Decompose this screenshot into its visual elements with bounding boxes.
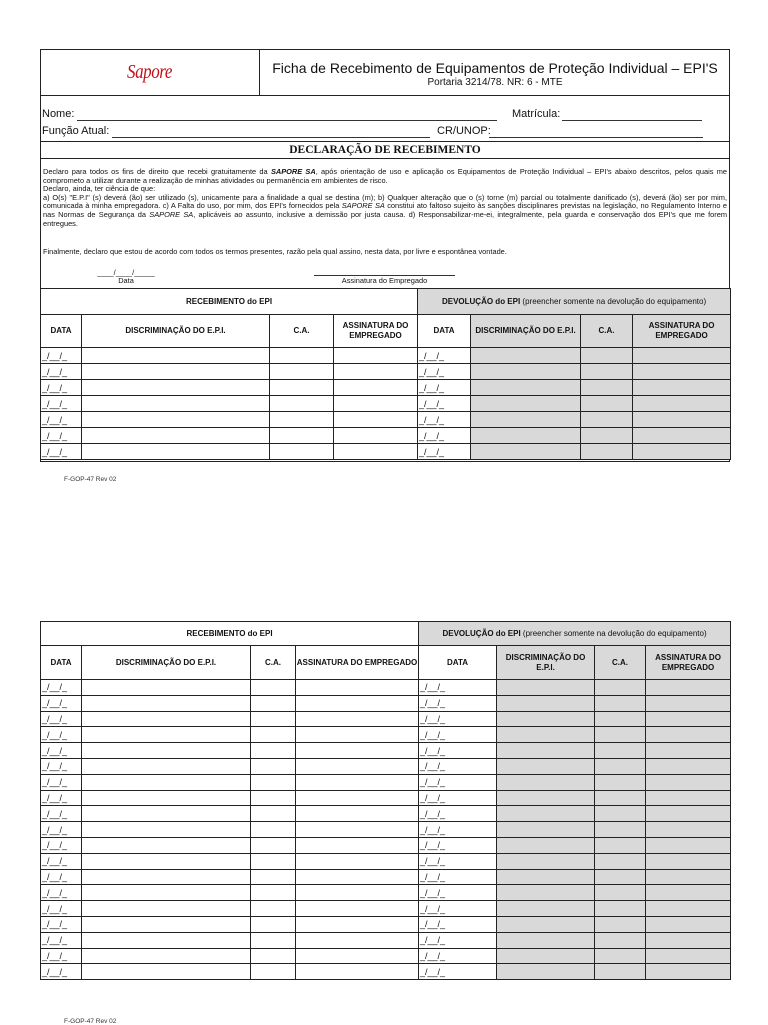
row-date-cell[interactable]: _/__/_ xyxy=(41,790,82,806)
table-row xyxy=(41,901,731,917)
row-ca-cell[interactable] xyxy=(251,758,296,774)
table-row xyxy=(41,853,731,869)
col-dev-data: DATA xyxy=(418,315,471,348)
row-dev-ca-cell[interactable] xyxy=(581,412,633,428)
row-dev-discriminacao-cell[interactable] xyxy=(471,428,581,444)
row-discriminacao-cell[interactable] xyxy=(82,680,251,696)
decl-p3-company2: SAPORE SA xyxy=(149,209,194,219)
table-row xyxy=(41,948,731,964)
decl-p3-b: constitui ato faltoso sujeito às sanções disciplinares previstas na legislação, no Regulamento Interno e nas Normas de Segurança da xyxy=(43,201,727,219)
row-dev-date-cell[interactable]: _/__/_ xyxy=(419,822,497,838)
row-date-cell[interactable]: _/__/_ xyxy=(41,948,82,964)
row-ca-cell[interactable] xyxy=(251,790,296,806)
row-assinatura-cell[interactable] xyxy=(296,869,419,885)
row-discriminacao-cell[interactable] xyxy=(82,711,251,727)
col-ca: C.A. xyxy=(270,315,334,348)
row-dev-ca-cell[interactable] xyxy=(581,396,633,412)
row-date-cell[interactable]: _/__/_ xyxy=(41,837,82,853)
row-dev-discriminacao-cell[interactable] xyxy=(471,348,581,364)
footer-code-1: F-GOP-47 Rev 02 xyxy=(64,476,117,483)
row-dev-date-cell[interactable]: _/__/_ xyxy=(418,428,471,444)
row-date-cell[interactable]: _/__/_ xyxy=(41,932,82,948)
col-dev-assinatura: ASSINATURA DO EMPREGADO xyxy=(646,646,731,680)
row-ca-cell[interactable] xyxy=(251,964,296,980)
row-discriminacao-cell[interactable] xyxy=(82,380,270,396)
col-dev-data: DATA xyxy=(419,646,497,680)
row-dev-date-cell[interactable]: _/__/_ xyxy=(419,790,497,806)
row-dev-assinatura-cell[interactable] xyxy=(633,428,731,444)
table-row xyxy=(41,727,731,743)
row-dev-assinatura-cell[interactable] xyxy=(646,964,731,980)
table-row xyxy=(41,396,731,412)
row-date-cell[interactable]: _/__/_ xyxy=(41,680,82,696)
row-discriminacao-cell[interactable] xyxy=(82,396,270,412)
row-discriminacao-cell[interactable] xyxy=(82,790,251,806)
row-assinatura-cell[interactable] xyxy=(296,711,419,727)
row-dev-assinatura-cell[interactable] xyxy=(646,758,731,774)
row-assinatura-cell[interactable] xyxy=(296,727,419,743)
funcao-field[interactable] xyxy=(112,137,430,138)
row-assinatura-cell[interactable] xyxy=(296,806,419,822)
row-discriminacao-cell[interactable] xyxy=(82,774,251,790)
row-dev-discriminacao-cell[interactable] xyxy=(471,364,581,380)
row-ca-cell[interactable] xyxy=(251,837,296,853)
row-dev-date-cell[interactable]: _/__/_ xyxy=(419,901,497,917)
row-date-cell[interactable]: _/__/_ xyxy=(41,364,82,380)
row-assinatura-cell[interactable] xyxy=(296,758,419,774)
table-row xyxy=(41,695,731,711)
row-ca-cell[interactable] xyxy=(251,680,296,696)
row-dev-ca-cell[interactable] xyxy=(595,916,646,932)
row-date-cell[interactable]: _/__/_ xyxy=(41,695,82,711)
row-dev-assinatura-cell[interactable] xyxy=(646,901,731,917)
table-row xyxy=(41,869,731,885)
decl-p1-a: Declaro para todos os fins de direito que recebi gratuitamente da xyxy=(43,167,271,176)
devolucao-header-note: (preencher somente na devolução do equipamento) xyxy=(520,296,707,306)
row-assinatura-cell[interactable] xyxy=(296,695,419,711)
row-date-cell[interactable]: _/__/_ xyxy=(41,444,82,460)
col-data: DATA xyxy=(41,646,82,680)
row-date-cell[interactable]: _/__/_ xyxy=(41,916,82,932)
row-dev-assinatura-cell[interactable] xyxy=(646,806,731,822)
row-dev-ca-cell[interactable] xyxy=(581,348,633,364)
col-discriminacao: DISCRIMINAÇÃO DO E.P.I. xyxy=(82,315,270,348)
row-dev-ca-cell[interactable] xyxy=(595,964,646,980)
row-dev-ca-cell[interactable] xyxy=(595,743,646,759)
row-dev-date-cell[interactable]: _/__/_ xyxy=(419,711,497,727)
row-date-cell[interactable]: _/__/_ xyxy=(41,853,82,869)
row-assinatura-cell[interactable] xyxy=(296,822,419,838)
row-dev-discriminacao-cell[interactable] xyxy=(497,853,595,869)
row-assinatura-cell[interactable] xyxy=(296,885,419,901)
row-dev-discriminacao-cell[interactable] xyxy=(497,901,595,917)
funcao-label: Função Atual: xyxy=(42,125,110,137)
table-row xyxy=(41,822,731,838)
table-1-body xyxy=(41,348,731,460)
row-dev-date-cell[interactable]: _/__/_ xyxy=(419,837,497,853)
row-dev-assinatura-cell[interactable] xyxy=(646,916,731,932)
row-dev-date-cell[interactable]: _/__/_ xyxy=(418,364,471,380)
row-dev-ca-cell[interactable] xyxy=(595,806,646,822)
row-discriminacao-cell[interactable] xyxy=(82,837,251,853)
form-title: Ficha de Recebimento de Equipamentos de Proteção Individual – EPI'S xyxy=(272,60,718,76)
row-dev-ca-cell[interactable] xyxy=(595,758,646,774)
col-dev-discriminacao: DISCRIMINAÇÃO DO E.P.I. xyxy=(471,315,581,348)
nome-label: Nome: xyxy=(42,108,75,120)
row-assinatura-cell[interactable] xyxy=(296,743,419,759)
row-dev-assinatura-cell[interactable] xyxy=(646,695,731,711)
date-label: Data xyxy=(118,276,134,285)
recebimento-header: RECEBIMENTO do EPI xyxy=(41,622,419,646)
row-dev-assinatura-cell[interactable] xyxy=(633,444,731,460)
row-date-cell[interactable]: _/__/_ xyxy=(41,774,82,790)
row-dev-ca-cell[interactable] xyxy=(595,711,646,727)
row-dev-ca-cell[interactable] xyxy=(595,948,646,964)
final-statement: Finalmente, declaro que estou de acordo com todos os termos presentes, razão pela qual assino, nesta data, por livre e espontânea vontade. xyxy=(43,247,507,256)
form-subtitle: Portaria 3214/78. NR: 6 - MTE xyxy=(427,77,563,88)
row-discriminacao-cell[interactable] xyxy=(82,428,270,444)
table-row xyxy=(41,364,731,380)
row-discriminacao-cell[interactable] xyxy=(82,758,251,774)
devolucao-header-note: (preencher somente na devolução do equipamento) xyxy=(520,628,707,638)
table-row xyxy=(41,790,731,806)
table-row xyxy=(41,774,731,790)
row-dev-assinatura-cell[interactable] xyxy=(646,932,731,948)
table-row xyxy=(41,680,731,696)
row-ca-cell[interactable] xyxy=(251,774,296,790)
row-assinatura-cell[interactable] xyxy=(334,348,418,364)
row-discriminacao-cell[interactable] xyxy=(82,869,251,885)
row-dev-date-cell[interactable]: _/__/_ xyxy=(419,948,497,964)
row-dev-assinatura-cell[interactable] xyxy=(646,853,731,869)
row-date-cell[interactable]: _/__/_ xyxy=(41,869,82,885)
row-discriminacao-cell[interactable] xyxy=(82,444,270,460)
row-dev-assinatura-cell[interactable] xyxy=(646,790,731,806)
row-dev-date-cell[interactable]: _/__/_ xyxy=(418,380,471,396)
row-dev-date-cell[interactable]: _/__/_ xyxy=(419,743,497,759)
row-dev-discriminacao-cell[interactable] xyxy=(497,964,595,980)
row-date-cell[interactable]: _/__/_ xyxy=(41,743,82,759)
table-row xyxy=(41,711,731,727)
row-dev-discriminacao-cell[interactable] xyxy=(497,806,595,822)
row-dev-ca-cell[interactable] xyxy=(581,364,633,380)
row-discriminacao-cell[interactable] xyxy=(82,901,251,917)
row-dev-date-cell[interactable]: _/__/_ xyxy=(419,964,497,980)
row-ca-cell[interactable] xyxy=(251,916,296,932)
row-ca-cell[interactable] xyxy=(251,695,296,711)
row-assinatura-cell[interactable] xyxy=(334,412,418,428)
row-dev-date-cell[interactable]: _/__/_ xyxy=(418,348,471,364)
table-row xyxy=(41,444,731,460)
row-dev-discriminacao-cell[interactable] xyxy=(497,790,595,806)
table-row xyxy=(41,885,731,901)
row-dev-assinatura-cell[interactable] xyxy=(646,774,731,790)
decl-p3-company: SAPORE SA xyxy=(341,201,385,211)
row-dev-assinatura-cell[interactable] xyxy=(633,396,731,412)
row-ca-cell[interactable] xyxy=(251,948,296,964)
decl-p3-c: , aplicáveis ao assunto, inclusive a demissão por justa causa. d) Responsabilizar-me-ei, integralmente, pela guarda e conservação dos EPI's que me forem entregues. xyxy=(43,209,727,228)
row-dev-assinatura-cell[interactable] xyxy=(633,348,731,364)
devolucao-header-title: DEVOLUÇÃO do EPI xyxy=(442,628,521,638)
footer-code-2: F-GOP-47 Rev 02 xyxy=(64,1018,117,1025)
row-dev-ca-cell[interactable] xyxy=(581,428,633,444)
recebimento-header: RECEBIMENTO do EPI xyxy=(41,289,418,315)
table-2-body xyxy=(41,680,731,980)
row-dev-assinatura-cell[interactable] xyxy=(633,412,731,428)
row-discriminacao-cell[interactable] xyxy=(82,695,251,711)
row-ca-cell[interactable] xyxy=(251,901,296,917)
row-assinatura-cell[interactable] xyxy=(296,853,419,869)
row-dev-discriminacao-cell[interactable] xyxy=(497,743,595,759)
matricula-field[interactable] xyxy=(562,120,702,121)
table-row xyxy=(41,428,731,444)
devolucao-header-title: DEVOLUÇÃO do EPI xyxy=(441,296,521,306)
row-assinatura-cell[interactable] xyxy=(296,901,419,917)
row-dev-assinatura-cell[interactable] xyxy=(646,948,731,964)
row-date-cell[interactable]: _/__/_ xyxy=(41,396,82,412)
row-discriminacao-cell[interactable] xyxy=(82,916,251,932)
table-row xyxy=(41,932,731,948)
row-date-cell[interactable]: _/__/_ xyxy=(41,348,82,364)
row-discriminacao-cell[interactable] xyxy=(82,348,270,364)
table-row xyxy=(41,348,731,364)
row-discriminacao-cell[interactable] xyxy=(82,932,251,948)
row-assinatura-cell[interactable] xyxy=(296,932,419,948)
row-dev-ca-cell[interactable] xyxy=(581,444,633,460)
row-dev-ca-cell[interactable] xyxy=(595,885,646,901)
row-dev-assinatura-cell[interactable] xyxy=(633,364,731,380)
table-row xyxy=(41,806,731,822)
row-discriminacao-cell[interactable] xyxy=(82,806,251,822)
row-dev-assinatura-cell[interactable] xyxy=(646,885,731,901)
row-discriminacao-cell[interactable] xyxy=(82,822,251,838)
col-discriminacao: DISCRIMINAÇÃO DO E.P.I. xyxy=(82,646,251,680)
row-assinatura-cell[interactable] xyxy=(296,837,419,853)
row-ca-cell[interactable] xyxy=(251,743,296,759)
row-dev-ca-cell[interactable] xyxy=(595,901,646,917)
table-row xyxy=(41,916,731,932)
row-dev-date-cell[interactable]: _/__/_ xyxy=(418,444,471,460)
epi-table-1 xyxy=(40,288,731,460)
row-ca-cell[interactable] xyxy=(270,444,334,460)
row-ca-cell[interactable] xyxy=(270,364,334,380)
row-dev-date-cell[interactable]: _/__/_ xyxy=(419,869,497,885)
row-dev-ca-cell[interactable] xyxy=(595,837,646,853)
row-dev-date-cell[interactable]: _/__/_ xyxy=(419,774,497,790)
col-dev-ca: C.A. xyxy=(581,315,633,348)
row-dev-discriminacao-cell[interactable] xyxy=(497,711,595,727)
devolucao-header xyxy=(419,622,731,646)
signature-label: Assinatura do Empregado xyxy=(341,276,428,285)
row-assinatura-cell[interactable] xyxy=(334,444,418,460)
table-row xyxy=(41,758,731,774)
row-dev-date-cell[interactable]: _/__/_ xyxy=(418,412,471,428)
row-discriminacao-cell[interactable] xyxy=(82,743,251,759)
row-dev-assinatura-cell[interactable] xyxy=(646,869,731,885)
row-date-cell[interactable]: _/__/_ xyxy=(41,901,82,917)
table-row xyxy=(41,743,731,759)
row-dev-discriminacao-cell[interactable] xyxy=(497,837,595,853)
decl-p2: Declaro, ainda, ter ciência de que: xyxy=(43,184,156,194)
row-ca-cell[interactable] xyxy=(251,869,296,885)
row-ca-cell[interactable] xyxy=(251,727,296,743)
row-dev-discriminacao-cell[interactable] xyxy=(497,948,595,964)
row-dev-discriminacao-cell[interactable] xyxy=(497,758,595,774)
row-dev-discriminacao-cell[interactable] xyxy=(471,380,581,396)
row-discriminacao-cell[interactable] xyxy=(82,948,251,964)
row-assinatura-cell[interactable] xyxy=(296,680,419,696)
row-dev-discriminacao-cell[interactable] xyxy=(471,412,581,428)
row-discriminacao-cell[interactable] xyxy=(82,364,270,380)
row-dev-assinatura-cell[interactable] xyxy=(646,822,731,838)
row-ca-cell[interactable] xyxy=(251,806,296,822)
row-date-cell[interactable]: _/__/_ xyxy=(41,806,82,822)
col-dev-assinatura: ASSINATURA DO EMPREGADO xyxy=(633,315,731,348)
row-date-cell[interactable]: _/__/_ xyxy=(41,380,82,396)
row-ca-cell[interactable] xyxy=(270,412,334,428)
row-dev-ca-cell[interactable] xyxy=(595,869,646,885)
decl-p1-company: SAPORE SA xyxy=(270,167,316,176)
row-dev-ca-cell[interactable] xyxy=(595,695,646,711)
devolucao-header xyxy=(418,289,731,315)
row-ca-cell[interactable] xyxy=(270,380,334,396)
row-ca-cell[interactable] xyxy=(251,932,296,948)
declaration-text xyxy=(43,168,727,228)
row-dev-ca-cell[interactable] xyxy=(595,822,646,838)
row-date-cell[interactable]: _/__/_ xyxy=(41,428,82,444)
row-dev-discriminacao-cell[interactable] xyxy=(497,680,595,696)
row-dev-date-cell[interactable]: _/__/_ xyxy=(419,885,497,901)
nome-field[interactable] xyxy=(77,120,497,121)
col-dev-ca: C.A. xyxy=(595,646,646,680)
table-row xyxy=(41,412,731,428)
row-dev-ca-cell[interactable] xyxy=(595,727,646,743)
row-assinatura-cell[interactable] xyxy=(296,964,419,980)
row-assinatura-cell[interactable] xyxy=(296,948,419,964)
row-dev-date-cell[interactable]: _/__/_ xyxy=(419,758,497,774)
row-discriminacao-cell[interactable] xyxy=(82,885,251,901)
row-dev-date-cell[interactable]: _/__/_ xyxy=(419,853,497,869)
col-ca: C.A. xyxy=(251,646,296,680)
matricula-label: Matrícula: xyxy=(512,108,561,120)
row-date-cell[interactable]: _/__/_ xyxy=(41,758,82,774)
row-dev-discriminacao-cell[interactable] xyxy=(497,774,595,790)
row-assinatura-cell[interactable] xyxy=(334,396,418,412)
row-dev-date-cell[interactable]: _/__/_ xyxy=(418,396,471,412)
col-assinatura: ASSINATURA DO EMPREGADO xyxy=(334,315,418,348)
row-ca-cell[interactable] xyxy=(270,396,334,412)
row-dev-ca-cell[interactable] xyxy=(595,853,646,869)
row-dev-date-cell[interactable]: _/__/_ xyxy=(419,680,497,696)
row-dev-discriminacao-cell[interactable] xyxy=(497,916,595,932)
row-date-cell[interactable]: _/__/_ xyxy=(41,885,82,901)
row-date-cell[interactable]: _/__/_ xyxy=(41,964,82,980)
row-discriminacao-cell[interactable] xyxy=(82,964,251,980)
row-discriminacao-cell[interactable] xyxy=(82,727,251,743)
row-dev-assinatura-cell[interactable] xyxy=(646,727,731,743)
row-date-cell[interactable]: _/__/_ xyxy=(41,412,82,428)
row-ca-cell[interactable] xyxy=(251,853,296,869)
cr-unop-field[interactable] xyxy=(489,137,703,138)
row-ca-cell[interactable] xyxy=(251,885,296,901)
date-blank[interactable]: ____/____/_____ xyxy=(97,268,155,277)
row-dev-discriminacao-cell[interactable] xyxy=(497,822,595,838)
col-data: DATA xyxy=(41,315,82,348)
row-assinatura-cell[interactable] xyxy=(334,364,418,380)
row-dev-date-cell[interactable]: _/__/_ xyxy=(419,916,497,932)
row-dev-assinatura-cell[interactable] xyxy=(633,380,731,396)
row-dev-ca-cell[interactable] xyxy=(595,774,646,790)
row-date-cell[interactable]: _/__/_ xyxy=(41,711,82,727)
row-dev-discriminacao-cell[interactable] xyxy=(497,869,595,885)
row-dev-ca-cell[interactable] xyxy=(595,932,646,948)
row-dev-date-cell[interactable]: _/__/_ xyxy=(419,932,497,948)
table-row xyxy=(41,380,731,396)
row-ca-cell[interactable] xyxy=(270,428,334,444)
row-date-cell[interactable]: _/__/_ xyxy=(41,822,82,838)
decl-p3-a: a) O(s) "E.P.I" (s) deverá (ão) ser utilizado (s), unicamente para a finalidade a qual se destina (m); b) Qualquer alteração que o (s) torne (m) parcial ou totalmente danificado (s), deverá (ão) ser por mim, comunicada à minha empregadora. c) A Falta do uso, por mim, dos EPI's fornecidos pela xyxy=(43,192,727,211)
row-dev-discriminacao-cell[interactable] xyxy=(497,932,595,948)
declaration-heading: DECLARAÇÃO DE RECEBIMENTO xyxy=(40,141,730,159)
epi-table-2 xyxy=(40,621,731,980)
sapore-logo: Sapore xyxy=(127,61,172,83)
row-assinatura-cell[interactable] xyxy=(334,428,418,444)
row-date-cell[interactable]: _/__/_ xyxy=(41,727,82,743)
cr-unop-label: CR/UNOP: xyxy=(437,125,491,137)
row-dev-date-cell[interactable]: _/__/_ xyxy=(419,695,497,711)
row-dev-assinatura-cell[interactable] xyxy=(646,837,731,853)
row-dev-assinatura-cell[interactable] xyxy=(646,711,731,727)
row-dev-ca-cell[interactable] xyxy=(581,380,633,396)
row-ca-cell[interactable] xyxy=(251,822,296,838)
row-ca-cell[interactable] xyxy=(270,348,334,364)
decl-p1-b: , após orientação de uso e aplicação os Equipamentos de Proteção Individual – EPI's abaixo descritos, pelos quais me comprometo a utilizar durante a realização de minhas atividades ou permanência em ambientes de risco. xyxy=(43,167,727,185)
col-dev-discriminacao: DISCRIMINAÇÃO DO E.P.I. xyxy=(497,646,595,680)
row-dev-assinatura-cell[interactable] xyxy=(646,743,731,759)
row-discriminacao-cell[interactable] xyxy=(82,853,251,869)
col-assinatura: ASSINATURA DO EMPREGADO xyxy=(296,646,419,680)
row-dev-discriminacao-cell[interactable] xyxy=(497,885,595,901)
row-discriminacao-cell[interactable] xyxy=(82,412,270,428)
row-dev-discriminacao-cell[interactable] xyxy=(497,695,595,711)
row-dev-date-cell[interactable]: _/__/_ xyxy=(419,727,497,743)
row-dev-discriminacao-cell[interactable] xyxy=(471,396,581,412)
row-dev-ca-cell[interactable] xyxy=(595,680,646,696)
table-row xyxy=(41,964,731,980)
row-dev-discriminacao-cell[interactable] xyxy=(471,444,581,460)
row-dev-discriminacao-cell[interactable] xyxy=(497,727,595,743)
row-assinatura-cell[interactable] xyxy=(334,380,418,396)
row-assinatura-cell[interactable] xyxy=(296,774,419,790)
table-row xyxy=(41,837,731,853)
row-assinatura-cell[interactable] xyxy=(296,790,419,806)
row-dev-assinatura-cell[interactable] xyxy=(646,680,731,696)
row-ca-cell[interactable] xyxy=(251,711,296,727)
row-assinatura-cell[interactable] xyxy=(296,916,419,932)
row-dev-date-cell[interactable]: _/__/_ xyxy=(419,806,497,822)
row-dev-ca-cell[interactable] xyxy=(595,790,646,806)
